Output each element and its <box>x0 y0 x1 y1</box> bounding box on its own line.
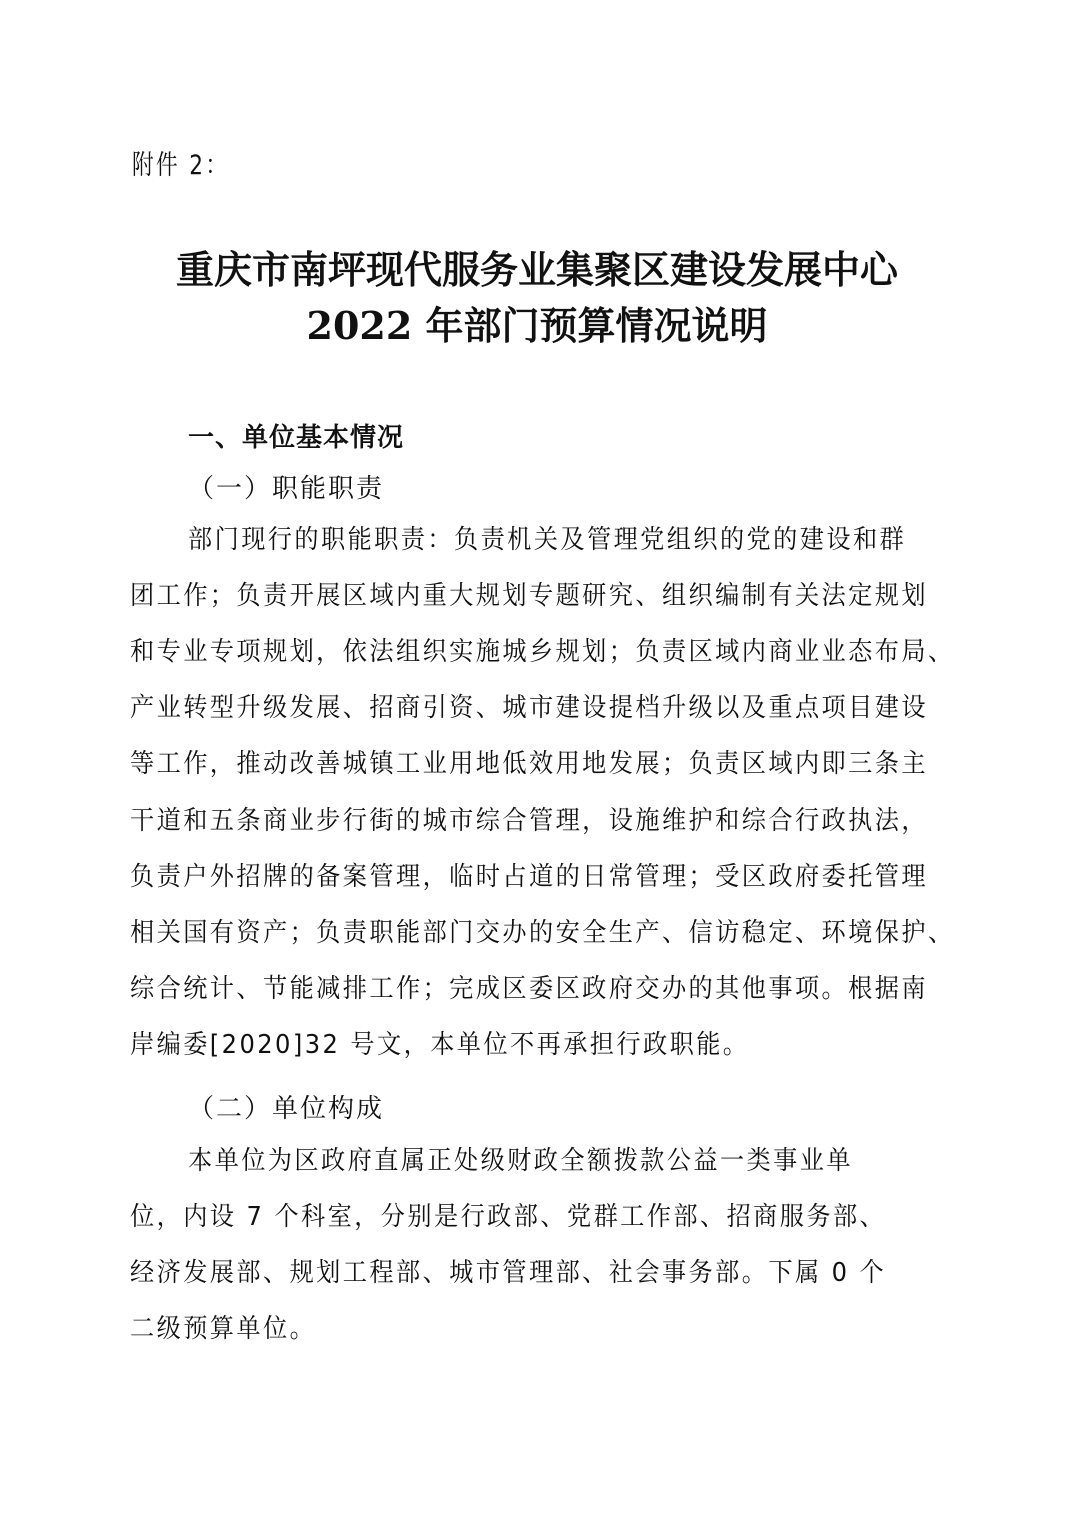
paragraph-line: 干道和五条商业步行街的城市综合管理，设施维护和综合行政执法， <box>130 806 928 836</box>
section-heading-basic-info: 一、单位基本情况 <box>188 423 405 453</box>
paragraph-line: 相关国有资产；负责职能部门交办的安全生产、信访稳定、环境保护、 <box>130 918 955 948</box>
subsection-heading-duties: （一）职能职责 <box>188 474 385 504</box>
paragraph-line: 综合统计、节能减排工作；完成区委区政府交办的其他事项。根据南 <box>130 974 928 1004</box>
document-title-line-1: 重庆市南坪现代服务业集聚区建设发展中心 <box>175 247 898 292</box>
paragraph-line: 产业转型升级发展、招商引资、城市建设提档升级以及重点项目建设 <box>130 693 928 723</box>
document-title-line-2: 2022 年部门预算情况说明 <box>306 303 768 348</box>
paragraph-line: 部门现行的职能职责：负责机关及管理党组织的党的建设和群 <box>188 525 907 555</box>
paragraph-line: 团工作；负责开展区域内重大规划专题研究、组织编制有关法定规划 <box>130 581 928 611</box>
paragraph-line: 等工作，推动改善城镇工业用地低效用地发展；负责区域内即三条主 <box>130 749 928 779</box>
paragraph-line: 位，内设 7 个科室，分别是行政部、党群工作部、招商服务部、 <box>130 1202 887 1232</box>
attachment-label: 附件 2： <box>132 150 230 181</box>
paragraph-line: 二级预算单位。 <box>130 1314 317 1344</box>
subsection-heading-composition: （二）单位构成 <box>188 1094 385 1124</box>
paragraph-line: 本单位为区政府直属正处级财政全额拨款公益一类事业单 <box>188 1146 853 1176</box>
paragraph-line: 经济发展部、规划工程部、城市管理部、社会事务部。下属 0 个 <box>130 1258 887 1288</box>
paragraph-line: 岸编委[2020]32 号文，本单位不再承担行政职能。 <box>130 1030 750 1060</box>
paragraph-line: 负责户外招牌的备案管理，临时占道的日常管理；受区政府委托管理 <box>130 862 928 892</box>
paragraph-line: 和专业专项规划，依法组织实施城乡规划；负责区域内商业业态布局、 <box>130 637 955 667</box>
